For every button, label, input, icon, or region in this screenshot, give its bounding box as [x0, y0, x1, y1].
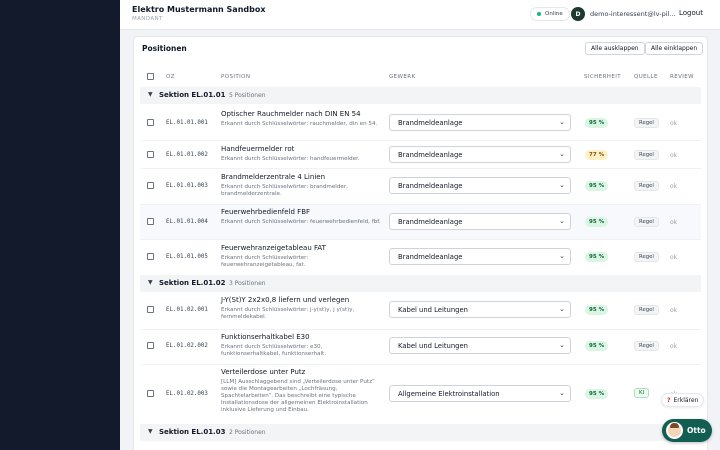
chevron-down-icon: ⌄ [559, 389, 565, 397]
row-oz: EL.01.01.003 [166, 183, 208, 189]
gewerk-select[interactable] [389, 337, 571, 354]
row-checkbox[interactable] [147, 119, 154, 126]
confidence-badge: 77 % [585, 150, 608, 160]
tenant-label: MANDANT [132, 16, 163, 22]
row-checkbox[interactable] [147, 218, 154, 225]
gewerk-value: Brandmeldeanlage [398, 181, 463, 190]
source-badge: Regel [634, 341, 659, 351]
otto-avatar-icon [666, 422, 683, 439]
col-sicherheit: SICHERHEIT [584, 74, 621, 80]
review-status[interactable]: ok [670, 254, 678, 261]
gewerk-select[interactable] [389, 114, 571, 131]
position-title: Funktionserhaltkabel E30 [221, 333, 310, 341]
row-checkbox[interactable] [147, 182, 154, 189]
section-title: Sektion EL.01.03 [159, 428, 226, 436]
position-title: Brandmelderzentrale 4 Linien [221, 173, 326, 181]
row-position [221, 296, 381, 321]
table-row [140, 105, 701, 141]
tenant-title: Elektro Mustermann Sandbox [132, 5, 266, 14]
otto-label: Otto [687, 426, 706, 435]
gewerk-value: Kabel und Leitungen [398, 341, 468, 350]
position-title: Feuerwehranzeigetableau FAT [221, 244, 326, 252]
col-oz: OZ [166, 74, 175, 80]
section-count: 5 Positionen [229, 92, 266, 99]
status-text: Online [545, 11, 563, 17]
row-checkbox[interactable] [147, 342, 154, 349]
source-badge: Regel [634, 150, 659, 160]
row-oz: EL.01.01.001 [166, 120, 208, 126]
sidebar [0, 0, 120, 450]
position-description: Erkannt durch Schlüsselwörter: j-y(st)y, j y(st)y, fernmeldekabel. [221, 307, 355, 320]
review-status[interactable]: ok [670, 219, 678, 226]
position-description: Erkannt durch Schlüsselwörter: rauchmelder, din en 54. [221, 121, 378, 127]
position-description: Erkannt durch Schlüsselwörter: feuerwehrbedienfeld, fbf. [221, 219, 381, 225]
select-all-checkbox[interactable] [147, 73, 154, 80]
review-status[interactable]: ok [670, 183, 678, 190]
row-oz: EL.01.02.003 [166, 391, 208, 397]
gewerk-select[interactable] [389, 301, 571, 318]
explain-label: Erklären [673, 396, 699, 404]
row-position [221, 368, 381, 414]
confidence-badge: 95 % [585, 181, 608, 191]
gewerk-value: Allgemeine Elektroinstallation [398, 389, 500, 398]
chevron-down-icon: ⌄ [559, 118, 565, 126]
position-description: Erkannt durch Schlüsselwörter: brandmelder, brandmelderzentrale. [221, 184, 348, 197]
gewerk-select[interactable] [389, 385, 571, 402]
user-email[interactable]: demo-interessent@lv-pil... [590, 10, 676, 18]
otto-assistant-button[interactable] [662, 419, 712, 442]
row-position [221, 173, 381, 198]
position-title: Optischer Rauchmelder nach DIN EN 54 [221, 110, 361, 118]
confidence-badge: 95 % [585, 252, 608, 262]
chevron-down-icon: ⌄ [559, 181, 565, 189]
row-checkbox[interactable] [147, 306, 154, 313]
gewerk-select[interactable] [389, 248, 571, 265]
status-badge [530, 7, 570, 21]
row-position [221, 244, 381, 269]
confidence-badge: 95 % [585, 305, 608, 315]
confidence-badge: 95 % [585, 118, 608, 128]
source-badge: Regel [634, 252, 659, 262]
gewerk-value: Kabel und Leitungen [398, 305, 468, 314]
gewerk-select[interactable] [389, 146, 571, 163]
table-header [134, 69, 708, 85]
gewerk-value: Brandmeldeanlage [398, 217, 463, 226]
section-header-el0101[interactable] [140, 87, 701, 104]
table-row [140, 330, 701, 365]
brand [132, 5, 266, 23]
position-description: Erkannt durch Schlüsselwörter: feuerwehranzeigetableau, fat. [221, 255, 309, 268]
source-badge: Regel [634, 118, 659, 128]
review-status[interactable]: ok [670, 120, 678, 127]
section-title: Sektion EL.01.02 [159, 279, 226, 287]
col-position: POSITION [221, 74, 251, 80]
position-title: Feuerwehrbedienfeld FBF [221, 208, 311, 216]
row-checkbox[interactable] [147, 253, 154, 260]
col-gewerk: GEWERK [389, 74, 416, 80]
gewerk-value: Brandmeldeanlage [398, 150, 463, 159]
section-count: 2 Positionen [229, 429, 266, 436]
row-checkbox[interactable] [147, 390, 154, 397]
chevron-down-icon: ⌄ [559, 217, 565, 225]
chevron-down-icon: ⌄ [559, 150, 565, 158]
explain-button[interactable] [661, 393, 704, 407]
row-position [221, 208, 381, 226]
row-oz: EL.01.02.001 [166, 307, 208, 313]
gewerk-select[interactable] [389, 177, 571, 194]
gewerk-value: Brandmeldeanlage [398, 118, 463, 127]
row-oz: EL.01.01.002 [166, 152, 208, 158]
source-badge: Regel [634, 181, 659, 191]
section-title: Sektion EL.01.01 [159, 91, 226, 99]
col-review: REVIEW [670, 74, 694, 80]
position-description: Erkannt durch Schlüsselwörter: handfeuermelder. [221, 156, 360, 162]
table-row [140, 293, 701, 330]
row-position [221, 145, 381, 163]
row-oz: EL.01.02.002 [166, 343, 208, 349]
review-status[interactable]: ok [670, 152, 678, 159]
col-quelle: QUELLE [634, 74, 658, 80]
top-bar [120, 0, 720, 30]
position-title: Verteilerdose unter Putz [221, 368, 306, 376]
chevron-down-icon: ⌄ [559, 341, 565, 349]
gewerk-select[interactable] [389, 213, 571, 230]
position-title: J-Y(St)Y 2x2x0,8 liefern und verlegen [221, 296, 350, 304]
source-badge: Regel [634, 305, 659, 315]
help-icon: ? [667, 396, 671, 404]
confidence-badge: 95 % [585, 389, 608, 399]
section-count: 3 Positionen [229, 280, 266, 287]
online-dot-icon [537, 12, 541, 16]
section-header-el0102[interactable] [140, 275, 701, 292]
confidence-badge: 95 % [585, 217, 608, 227]
position-description: [LLM] Ausschlaggebend sind „Verteilerdose unter Putz“ sowie die Montagearbeiten „Lochfräsung, Spachtelarbeiten“. Das beschreibt eine typische Installationsdose der allgemeinen Elektroinstallation inklusive Lieferung und Einbau. [221, 379, 375, 413]
review-status[interactable]: ok [670, 343, 678, 350]
gewerk-value: Brandmeldeanlage [398, 252, 463, 261]
confidence-badge: 95 % [585, 341, 608, 351]
logout-button[interactable]: Logout [679, 9, 703, 17]
table-row [140, 141, 701, 169]
table-row [140, 169, 701, 205]
collapse-caret-icon[interactable]: ▼ [148, 91, 153, 98]
avatar[interactable]: D [571, 7, 585, 21]
expand-all-button[interactable]: Alle ausklappen [585, 42, 645, 55]
collapse-all-button[interactable]: Alle einklappen [645, 42, 703, 55]
row-oz: EL.01.01.005 [166, 254, 208, 260]
row-position [221, 110, 381, 128]
card-title: Positionen [142, 44, 187, 53]
row-oz: EL.01.01.004 [166, 219, 208, 225]
chevron-down-icon: ⌄ [559, 305, 565, 313]
row-position [221, 333, 381, 358]
collapse-caret-icon[interactable]: ▼ [148, 428, 153, 435]
positions-card [133, 36, 708, 450]
table-row [140, 365, 701, 425]
section-header-el0103[interactable] [140, 424, 701, 441]
source-badge: KI [634, 388, 649, 398]
row-checkbox[interactable] [147, 151, 154, 158]
table-row [140, 205, 701, 240]
position-description: Erkannt durch Schlüsselwörter: e30, funktionserhaltkabel, funktionserhalt. [221, 344, 327, 357]
source-badge: Regel [634, 217, 659, 227]
review-status[interactable]: ok [670, 307, 678, 314]
chevron-down-icon: ⌄ [559, 252, 565, 260]
position-title: Handfeuermelder rot [221, 145, 295, 153]
table-row [140, 240, 701, 276]
collapse-caret-icon[interactable]: ▼ [148, 279, 153, 286]
